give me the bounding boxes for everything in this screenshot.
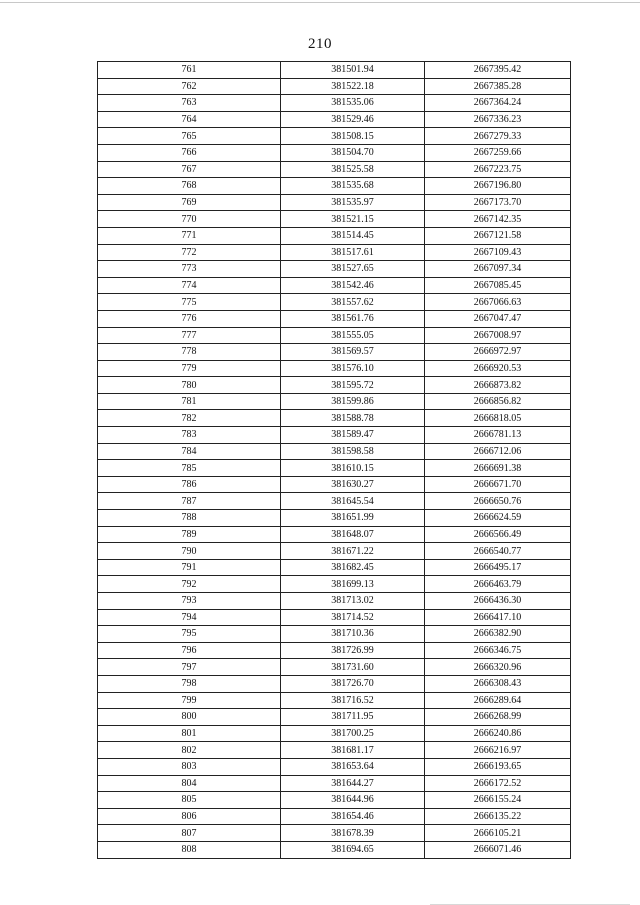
- y-coordinate-cell: 2666417.10: [425, 609, 571, 626]
- table-row: [98, 526, 571, 543]
- point-number-cell: 803: [98, 758, 281, 775]
- y-coordinate-cell: 2666320.96: [425, 659, 571, 676]
- y-coordinate-cell: 2666436.30: [425, 593, 571, 610]
- y-coordinate-cell: 2667085.45: [425, 277, 571, 294]
- coordinate-table-body: [98, 62, 571, 859]
- point-number-cell: 782: [98, 410, 281, 427]
- table-row: [98, 227, 571, 244]
- y-coordinate-cell: 2667364.24: [425, 95, 571, 112]
- table-row: [98, 593, 571, 610]
- table-row: [98, 510, 571, 527]
- y-coordinate-cell: 2667008.97: [425, 327, 571, 344]
- y-coordinate-cell: 2666193.65: [425, 758, 571, 775]
- point-number-cell: 770: [98, 211, 281, 228]
- table-row: [98, 161, 571, 178]
- table-row: [98, 111, 571, 128]
- page-number: 210: [308, 36, 332, 52]
- y-coordinate-cell: 2667109.43: [425, 244, 571, 261]
- point-number-cell: 786: [98, 476, 281, 493]
- x-coordinate-cell: 381710.36: [281, 626, 425, 643]
- y-coordinate-cell: 2666463.79: [425, 576, 571, 593]
- point-number-cell: 797: [98, 659, 281, 676]
- x-coordinate-cell: 381681.17: [281, 742, 425, 759]
- x-coordinate-cell: 381514.45: [281, 227, 425, 244]
- table-row: [98, 675, 571, 692]
- table-row: [98, 626, 571, 643]
- point-number-cell: 796: [98, 642, 281, 659]
- y-coordinate-cell: 2666308.43: [425, 675, 571, 692]
- y-coordinate-cell: 2666105.21: [425, 825, 571, 842]
- x-coordinate-cell: 381517.61: [281, 244, 425, 261]
- x-coordinate-cell: 381694.65: [281, 841, 425, 858]
- y-coordinate-cell: 2667336.23: [425, 111, 571, 128]
- table-row: [98, 128, 571, 145]
- point-number-cell: 791: [98, 559, 281, 576]
- y-coordinate-cell: 2666650.76: [425, 493, 571, 510]
- table-row: [98, 443, 571, 460]
- coordinate-table: [97, 61, 571, 859]
- point-number-cell: 772: [98, 244, 281, 261]
- point-number-cell: 784: [98, 443, 281, 460]
- y-coordinate-cell: 2667142.35: [425, 211, 571, 228]
- y-coordinate-cell: 2666691.38: [425, 460, 571, 477]
- y-coordinate-cell: 2667121.58: [425, 227, 571, 244]
- point-number-cell: 807: [98, 825, 281, 842]
- y-coordinate-cell: 2666856.82: [425, 393, 571, 410]
- y-coordinate-cell: 2666382.90: [425, 626, 571, 643]
- table-row: [98, 775, 571, 792]
- y-coordinate-cell: 2667259.66: [425, 144, 571, 161]
- x-coordinate-cell: 381610.15: [281, 460, 425, 477]
- point-number-cell: 775: [98, 294, 281, 311]
- table-row: [98, 609, 571, 626]
- y-coordinate-cell: 2666268.99: [425, 709, 571, 726]
- y-coordinate-cell: 2666818.05: [425, 410, 571, 427]
- table-row: [98, 211, 571, 228]
- table-row: [98, 327, 571, 344]
- point-number-cell: 787: [98, 493, 281, 510]
- point-number-cell: 768: [98, 178, 281, 195]
- x-coordinate-cell: 381508.15: [281, 128, 425, 145]
- y-coordinate-cell: 2666624.59: [425, 510, 571, 527]
- x-coordinate-cell: 381535.06: [281, 95, 425, 112]
- table-row: [98, 410, 571, 427]
- table-row: [98, 825, 571, 842]
- x-coordinate-cell: 381648.07: [281, 526, 425, 543]
- point-number-cell: 774: [98, 277, 281, 294]
- point-number-cell: 790: [98, 543, 281, 560]
- point-number-cell: 771: [98, 227, 281, 244]
- x-coordinate-cell: 381700.25: [281, 725, 425, 742]
- x-coordinate-cell: 381561.76: [281, 310, 425, 327]
- point-number-cell: 780: [98, 377, 281, 394]
- point-number-cell: 767: [98, 161, 281, 178]
- point-number-cell: 778: [98, 344, 281, 361]
- x-coordinate-cell: 381716.52: [281, 692, 425, 709]
- point-number-cell: 788: [98, 510, 281, 527]
- point-number-cell: 765: [98, 128, 281, 145]
- table-row: [98, 543, 571, 560]
- table-row: [98, 344, 571, 361]
- table-row: [98, 725, 571, 742]
- x-coordinate-cell: 381711.95: [281, 709, 425, 726]
- point-number-cell: 764: [98, 111, 281, 128]
- x-coordinate-cell: 381653.64: [281, 758, 425, 775]
- table-row: [98, 393, 571, 410]
- point-number-cell: 798: [98, 675, 281, 692]
- x-coordinate-cell: 381644.96: [281, 792, 425, 809]
- y-coordinate-cell: 2666920.53: [425, 360, 571, 377]
- x-coordinate-cell: 381529.46: [281, 111, 425, 128]
- table-row: [98, 144, 571, 161]
- point-number-cell: 783: [98, 427, 281, 444]
- scan-edge-top: [0, 2, 640, 3]
- y-coordinate-cell: 2667047.47: [425, 310, 571, 327]
- point-number-cell: 777: [98, 327, 281, 344]
- y-coordinate-cell: 2667223.75: [425, 161, 571, 178]
- y-coordinate-cell: 2667395.42: [425, 62, 571, 79]
- x-coordinate-cell: 381501.94: [281, 62, 425, 79]
- point-number-cell: 763: [98, 95, 281, 112]
- y-coordinate-cell: 2666781.13: [425, 427, 571, 444]
- table-row: [98, 427, 571, 444]
- x-coordinate-cell: 381521.15: [281, 211, 425, 228]
- point-number-cell: 781: [98, 393, 281, 410]
- x-coordinate-cell: 381504.70: [281, 144, 425, 161]
- point-number-cell: 804: [98, 775, 281, 792]
- x-coordinate-cell: 381651.99: [281, 510, 425, 527]
- x-coordinate-cell: 381682.45: [281, 559, 425, 576]
- point-number-cell: 766: [98, 144, 281, 161]
- x-coordinate-cell: 381731.60: [281, 659, 425, 676]
- x-coordinate-cell: 381588.78: [281, 410, 425, 427]
- y-coordinate-cell: 2666135.22: [425, 808, 571, 825]
- y-coordinate-cell: 2666566.49: [425, 526, 571, 543]
- y-coordinate-cell: 2666873.82: [425, 377, 571, 394]
- x-coordinate-cell: 381599.86: [281, 393, 425, 410]
- x-coordinate-cell: 381671.22: [281, 543, 425, 560]
- point-number-cell: 776: [98, 310, 281, 327]
- table-row: [98, 808, 571, 825]
- table-row: [98, 659, 571, 676]
- table-row: [98, 244, 571, 261]
- y-coordinate-cell: 2667097.34: [425, 261, 571, 278]
- point-number-cell: 794: [98, 609, 281, 626]
- x-coordinate-cell: 381726.70: [281, 675, 425, 692]
- point-number-cell: 802: [98, 742, 281, 759]
- x-coordinate-cell: 381569.57: [281, 344, 425, 361]
- x-coordinate-cell: 381699.13: [281, 576, 425, 593]
- point-number-cell: 779: [98, 360, 281, 377]
- table-row: [98, 742, 571, 759]
- x-coordinate-cell: 381522.18: [281, 78, 425, 95]
- x-coordinate-cell: 381595.72: [281, 377, 425, 394]
- table-row: [98, 692, 571, 709]
- x-coordinate-cell: 381644.27: [281, 775, 425, 792]
- y-coordinate-cell: 2666540.77: [425, 543, 571, 560]
- table-row: [98, 792, 571, 809]
- x-coordinate-cell: 381645.54: [281, 493, 425, 510]
- x-coordinate-cell: 381555.05: [281, 327, 425, 344]
- table-row: [98, 360, 571, 377]
- table-row: [98, 476, 571, 493]
- point-number-cell: 762: [98, 78, 281, 95]
- y-coordinate-cell: 2666712.06: [425, 443, 571, 460]
- x-coordinate-cell: 381589.47: [281, 427, 425, 444]
- point-number-cell: 769: [98, 194, 281, 211]
- x-coordinate-cell: 381726.99: [281, 642, 425, 659]
- point-number-cell: 800: [98, 709, 281, 726]
- table-row: [98, 460, 571, 477]
- point-number-cell: 806: [98, 808, 281, 825]
- x-coordinate-cell: 381714.52: [281, 609, 425, 626]
- x-coordinate-cell: 381598.58: [281, 443, 425, 460]
- table-row: [98, 310, 571, 327]
- table-row: [98, 194, 571, 211]
- point-number-cell: 805: [98, 792, 281, 809]
- x-coordinate-cell: 381654.46: [281, 808, 425, 825]
- table-row: [98, 377, 571, 394]
- y-coordinate-cell: 2666240.86: [425, 725, 571, 742]
- table-row: [98, 178, 571, 195]
- x-coordinate-cell: 381678.39: [281, 825, 425, 842]
- y-coordinate-cell: 2666071.46: [425, 841, 571, 858]
- y-coordinate-cell: 2666671.70: [425, 476, 571, 493]
- point-number-cell: 801: [98, 725, 281, 742]
- y-coordinate-cell: 2666972.97: [425, 344, 571, 361]
- point-number-cell: 808: [98, 841, 281, 858]
- y-coordinate-cell: 2666346.75: [425, 642, 571, 659]
- table-row: [98, 576, 571, 593]
- table-row: [98, 642, 571, 659]
- x-coordinate-cell: 381576.10: [281, 360, 425, 377]
- y-coordinate-cell: 2666216.97: [425, 742, 571, 759]
- point-number-cell: 785: [98, 460, 281, 477]
- table-row: [98, 294, 571, 311]
- point-number-cell: 773: [98, 261, 281, 278]
- y-coordinate-cell: 2666289.64: [425, 692, 571, 709]
- y-coordinate-cell: 2667279.33: [425, 128, 571, 145]
- table-row: [98, 78, 571, 95]
- table-row: [98, 277, 571, 294]
- table-row: [98, 62, 571, 79]
- x-coordinate-cell: 381525.58: [281, 161, 425, 178]
- y-coordinate-cell: 2666495.17: [425, 559, 571, 576]
- point-number-cell: 761: [98, 62, 281, 79]
- point-number-cell: 799: [98, 692, 281, 709]
- x-coordinate-cell: 381713.02: [281, 593, 425, 610]
- table-row: [98, 841, 571, 858]
- y-coordinate-cell: 2667196.80: [425, 178, 571, 195]
- table-row: [98, 559, 571, 576]
- point-number-cell: 793: [98, 593, 281, 610]
- table-row: [98, 709, 571, 726]
- x-coordinate-cell: 381557.62: [281, 294, 425, 311]
- y-coordinate-cell: 2666172.52: [425, 775, 571, 792]
- table-row: [98, 758, 571, 775]
- x-coordinate-cell: 381542.46: [281, 277, 425, 294]
- point-number-cell: 792: [98, 576, 281, 593]
- x-coordinate-cell: 381630.27: [281, 476, 425, 493]
- y-coordinate-cell: 2667066.63: [425, 294, 571, 311]
- y-coordinate-cell: 2667173.70: [425, 194, 571, 211]
- point-number-cell: 789: [98, 526, 281, 543]
- table-row: [98, 261, 571, 278]
- point-number-cell: 795: [98, 626, 281, 643]
- y-coordinate-cell: 2666155.24: [425, 792, 571, 809]
- x-coordinate-cell: 381527.65: [281, 261, 425, 278]
- y-coordinate-cell: 2667385.28: [425, 78, 571, 95]
- x-coordinate-cell: 381535.68: [281, 178, 425, 195]
- table-row: [98, 493, 571, 510]
- x-coordinate-cell: 381535.97: [281, 194, 425, 211]
- table-row: [98, 95, 571, 112]
